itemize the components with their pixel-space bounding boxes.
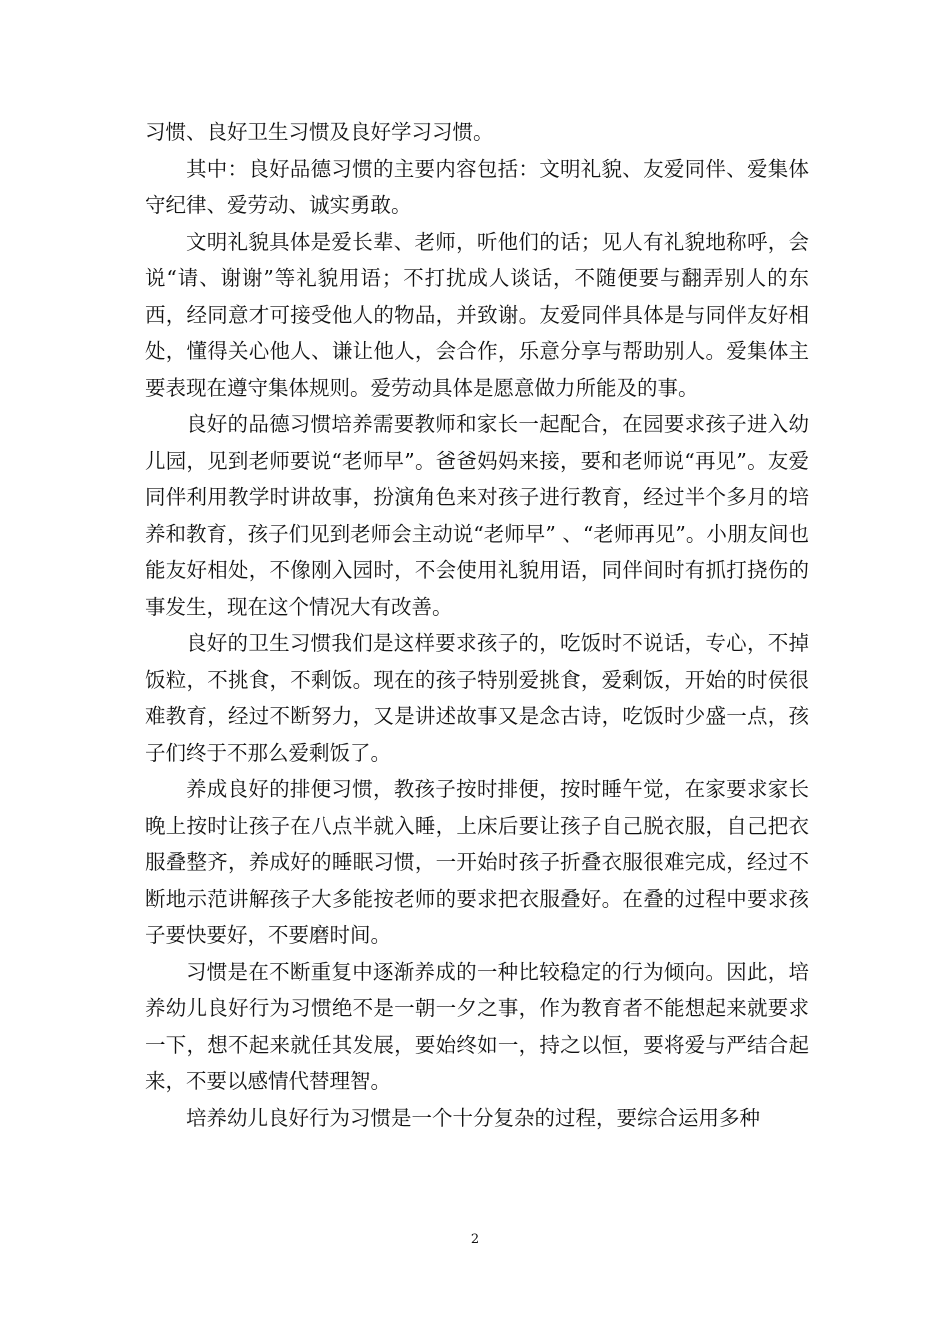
paragraph-habit-definition: 习惯是在不断重复中逐渐养成的一种比较稳定的行为倾向。因此，培养幼儿良好行为习惯绝不是一朝一夕之事，作为教育者不能想起来就要求一下，想不起来就任其发展，要始终如一，持之以恒，要将爱与严结合起来，不要以感情代替理智。: [145, 959, 809, 1093]
paragraph-teacher-parent-cooperation: 良好的品德习惯培养需要教师和家长一起配合，在园要求孩子进入幼儿园，见到老师要说“老师早”。爸爸妈妈来接，要和老师说“再见”。友爱同伴利用教学时讲故事，扮演角色来对孩子进行教育，经过半个多月的培养和教育，孩子们见到老师会主动说“老师早” 、“老师再见”。小朋友间也能友好相处，不像刚入园时，不会使用礼貌用语，同伴间时有抓打挠伤的事发生，现在这个情况大有改善。: [145, 412, 809, 619]
paragraph-moral-habits: 其中：良好品德习惯的主要内容包括：文明礼貌、友爱同伴、爱集体守纪律、爱劳动、诚实勇敢。: [145, 156, 809, 217]
document-body: [145, 114, 809, 1136]
paragraph-sleep-habits: 养成良好的排便习惯，教孩子按时排便，按时睡午觉，在家要求家长晚上按时让孩子在八点半就入睡，上床后要让孩子自己脱衣服，自己把衣服叠整齐，养成好的睡眠习惯，一开始时孩子折叠衣服很难完成，经过不断地示范讲解孩子大多能按老师的要求把衣服叠好。在叠的过程中要求孩子要快要好，不要磨时间。: [145, 777, 809, 947]
paragraph-politeness: 文明礼貌具体是爱长辈、老师，听他们的话；见人有礼貌地称呼，会说“请、谢谢”等礼貌用语；不打扰成人谈话，不随便要与翻弄别人的东西，经同意才可接受他人的物品，并致谢。友爱同伴具体是与同伴友好相处，懂得关心他人、谦让他人，会合作，乐意分享与帮助别人。爱集体主要表现在遵守集体规则。爱劳动具体是愿意做力所能及的事。: [145, 229, 809, 400]
page-number: 2: [470, 1232, 480, 1247]
paragraph-continuation: 习惯、良好卫生习惯及良好学习习惯。: [145, 120, 494, 144]
paragraph-hygiene-habits: 良好的卫生习惯我们是这样要求孩子的，吃饭时不说话，专心，不掉饭粒，不挑食，不剩饭。现在的孩子特别爱挑食，爱剩饭，开始的时侯很难教育，经过不断努力，又是讲述故事又是念古诗，吃饭时少盛一点，孩子们终于不那么爱剩饭了。: [145, 631, 809, 765]
paragraph-complex-process: 培养幼儿良好行为习惯是一个十分复杂的过程，要综合运用多种: [186, 1105, 760, 1130]
